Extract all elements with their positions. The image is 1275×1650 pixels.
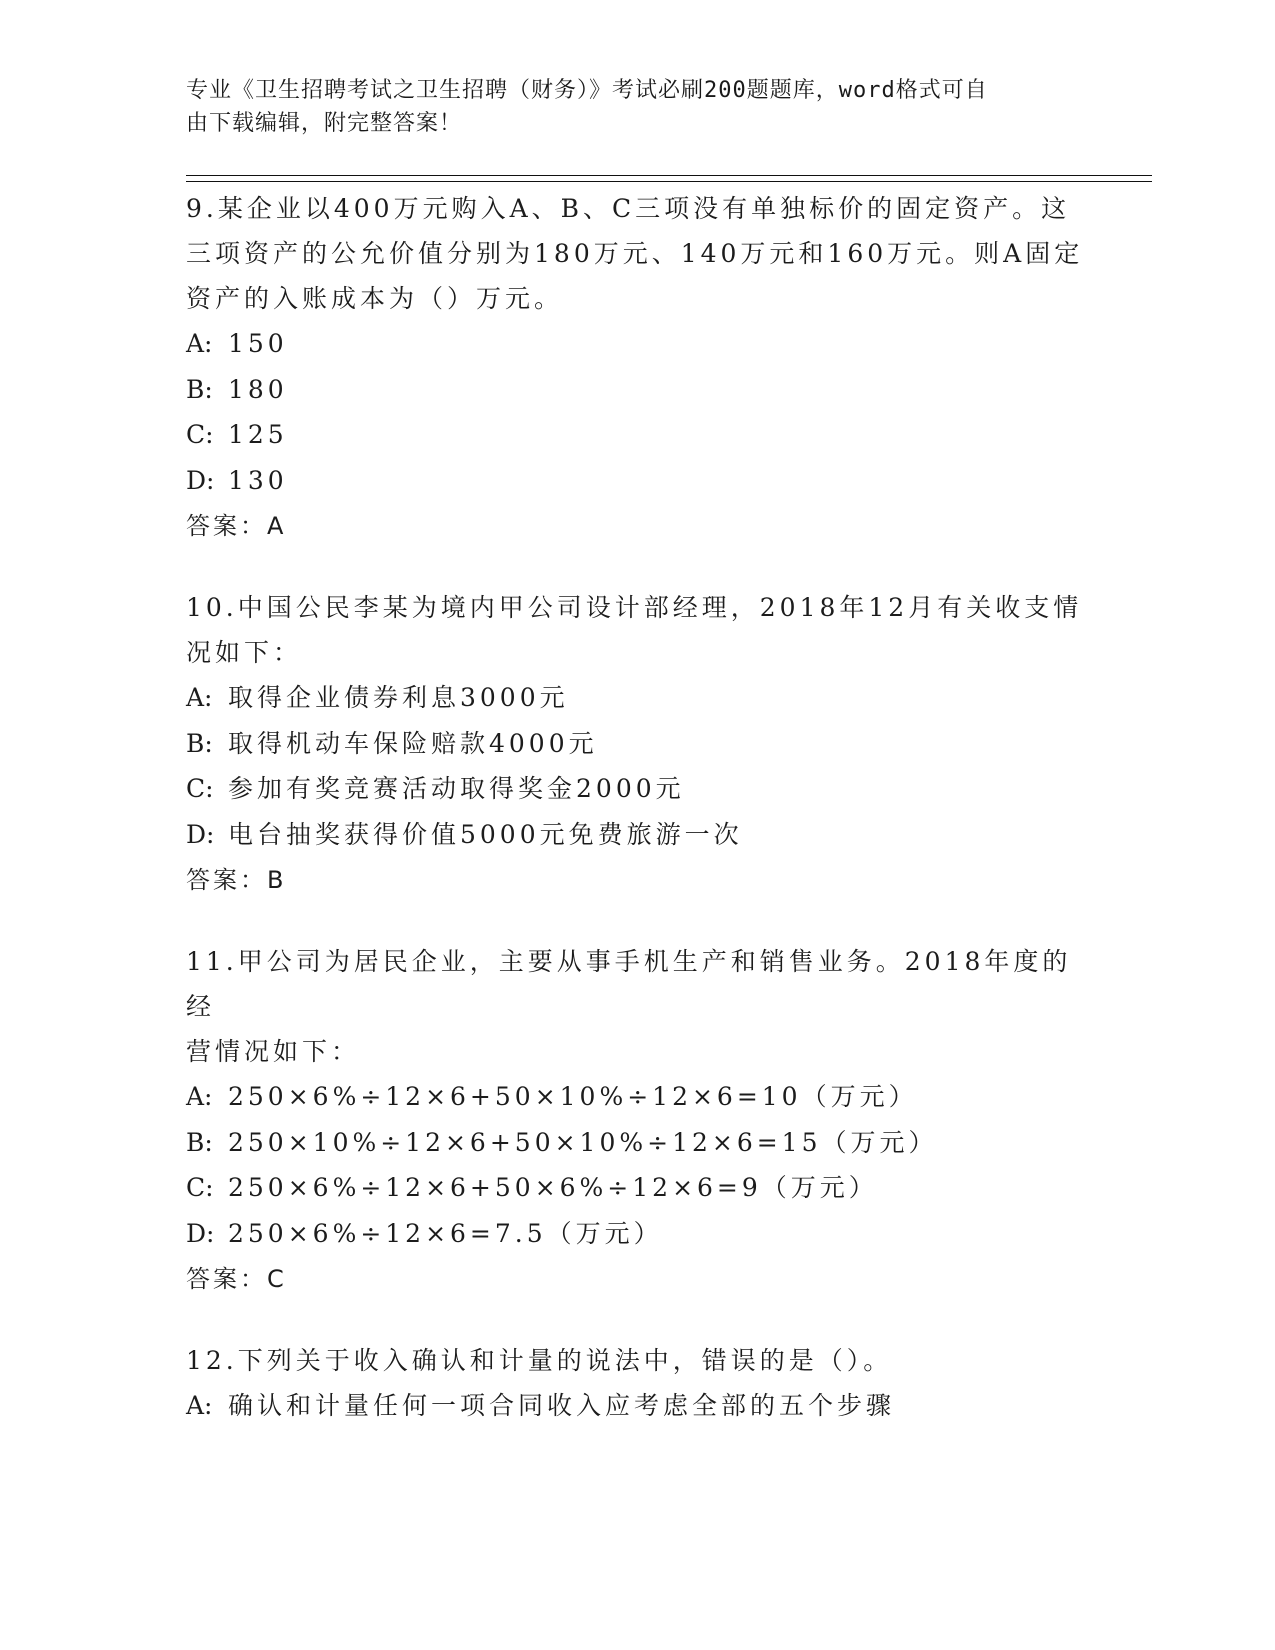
question-9: [186, 186, 1086, 549]
option-b: [186, 1120, 1086, 1166]
question-text-line: 11.甲公司为居民企业，主要从事手机生产和销售业务。2018年度的经: [186, 947, 1072, 1021]
option-d: [186, 812, 1086, 858]
option-text: 150: [228, 329, 288, 358]
option-label: B:: [186, 728, 213, 758]
option-label: B:: [186, 374, 213, 404]
option-label: A:: [186, 329, 213, 358]
option-label: A:: [186, 1391, 213, 1420]
option-c: [186, 412, 1086, 458]
option-label: A:: [186, 1082, 213, 1111]
question-list: [186, 186, 1086, 1465]
question-text-line: 12.下列关于收入确认和计量的说法中，错误的是（）。: [186, 1346, 893, 1375]
option-label: B:: [186, 1127, 213, 1157]
option-b: [186, 367, 1086, 413]
question-12: [186, 1338, 1086, 1429]
option-label: D:: [186, 465, 215, 495]
header-line-2: 由下载编辑，附完整答案！: [186, 111, 463, 136]
option-label: A:: [186, 683, 213, 712]
option-text: 130: [228, 465, 288, 495]
option-text: 取得机动车保险赔款4000元: [228, 728, 598, 758]
header-rule-top: [186, 175, 1152, 176]
option-b: [186, 721, 1086, 767]
option-text: 取得企业债券利息3000元: [228, 683, 569, 712]
option-label: C:: [186, 420, 214, 449]
option-label: C:: [186, 1173, 214, 1202]
question-text-line: 10.中国公民李某为境内甲公司设计部经理，2018年12月有关收支情: [186, 593, 1083, 622]
header-line-1: 专业《卫生招聘考试之卫生招聘（财务）》考试必刷200题题库，word格式可自: [186, 78, 988, 103]
option-text: 250×6%÷12×6+50×6%÷12×6=9（万元）: [228, 1173, 878, 1202]
document-header: [186, 74, 1066, 140]
question-text-line: 9.某企业以400万元购入A、B、C三项没有单独标价的固定资产。这: [186, 194, 1071, 223]
header-rule-bottom: [186, 181, 1152, 182]
option-text: 125: [228, 420, 288, 449]
option-c: [186, 766, 1086, 812]
question-text-line: 资产的入账成本为（）万元。: [186, 284, 564, 313]
question-text-line: 况如下：: [186, 638, 303, 667]
option-label: D:: [186, 1218, 215, 1248]
option-d: [186, 1211, 1086, 1257]
option-a: [186, 675, 1086, 721]
question-11: [186, 939, 1086, 1302]
option-text: 180: [228, 374, 288, 404]
answer: 答案：C: [186, 1265, 287, 1293]
answer: 答案：A: [186, 512, 287, 540]
option-d: [186, 458, 1086, 504]
option-text: 250×10%÷12×6+50×10%÷12×6=15（万元）: [228, 1127, 938, 1157]
question-10: [186, 585, 1086, 903]
option-a: [186, 321, 1086, 367]
option-text: 250×6%÷12×6=7.5（万元）: [228, 1218, 663, 1248]
option-a: [186, 1074, 1086, 1120]
option-text: 250×6%÷12×6+50×10%÷12×6=10（万元）: [228, 1082, 918, 1111]
answer: 答案：B: [186, 866, 287, 894]
question-text-line: 营情况如下：: [186, 1037, 361, 1066]
option-text: 确认和计量任何一项合同收入应考虑全部的五个步骤: [228, 1391, 896, 1420]
option-c: [186, 1165, 1086, 1211]
option-a: [186, 1383, 1086, 1429]
question-text-line: 三项资产的公允价值分别为180万元、140万元和160万元。则A固定: [186, 239, 1084, 268]
option-label: D:: [186, 819, 215, 849]
option-label: C:: [186, 774, 214, 803]
option-text: 参加有奖竞赛活动取得奖金2000元: [228, 774, 685, 803]
option-text: 电台抽奖获得价值5000元免费旅游一次: [228, 819, 743, 849]
